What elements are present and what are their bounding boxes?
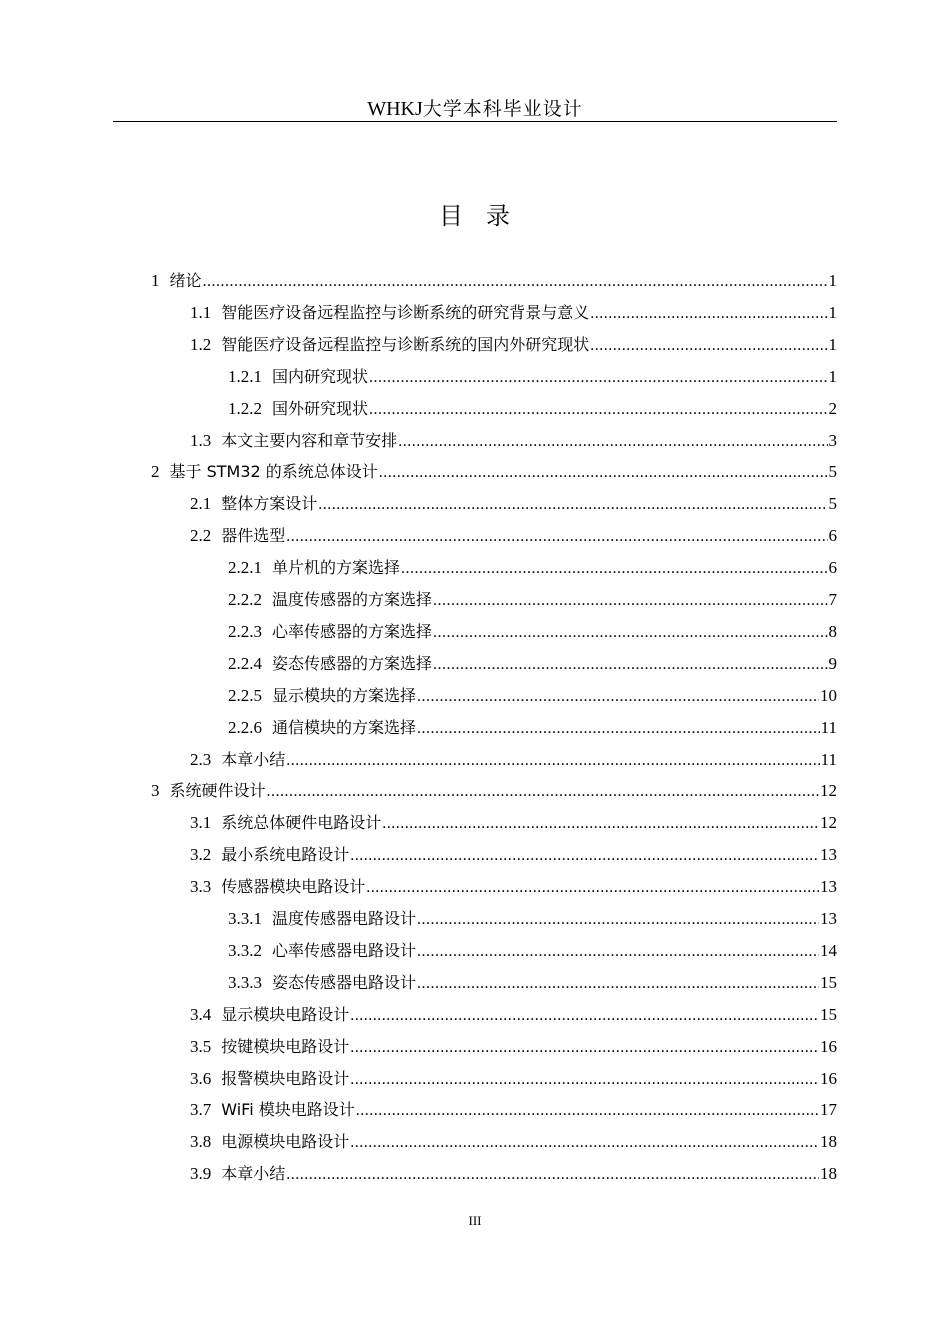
toc-entry-label: 国内研究现状 xyxy=(272,366,369,386)
toc-dot-leader xyxy=(417,975,819,993)
toc-dot-leader xyxy=(417,943,819,961)
toc-entry-label: 智能医疗设备远程监控与诊断系统的研究背景与意义 xyxy=(221,302,590,322)
toc-entry-label: 系统总体硬件电路设计 xyxy=(221,813,382,833)
toc-entry[interactable] xyxy=(228,619,837,649)
toc-entry-page: 16 xyxy=(820,1036,837,1056)
toc-entry-label: 通信模块的方案选择 xyxy=(272,717,417,737)
toc-entry[interactable] xyxy=(190,332,837,362)
toc-dot-leader xyxy=(350,1071,819,1089)
toc-dot-leader xyxy=(369,369,827,387)
toc-entry-number: 2.2 xyxy=(190,526,212,546)
toc-dot-leader xyxy=(286,1166,819,1184)
toc-dot-leader xyxy=(433,592,827,610)
header-rule xyxy=(113,121,837,122)
toc-dot-leader xyxy=(350,847,819,865)
toc-entry-number: 1 xyxy=(151,271,160,290)
toc-entry-label: 本章小结 xyxy=(221,1164,286,1184)
toc-entry-number: 2.3 xyxy=(190,749,212,769)
toc-entry[interactable] xyxy=(228,587,837,617)
toc-entry-label: 绪论 xyxy=(169,271,202,290)
toc-entry-page: 1 xyxy=(828,366,837,386)
toc-entry-number: 3.6 xyxy=(190,1068,212,1088)
toc-dot-leader xyxy=(267,783,819,801)
toc-entry[interactable] xyxy=(190,523,837,553)
toc-title-char-2: 录 xyxy=(486,202,511,230)
running-header xyxy=(113,94,837,121)
toc-entry-label: 电源模块电路设计 xyxy=(221,1132,350,1152)
toc-entry-page: 1 xyxy=(828,334,837,354)
toc-dot-leader xyxy=(350,1134,819,1152)
toc-entry[interactable] xyxy=(190,428,837,458)
toc-entry-label: 按键模块电路设计 xyxy=(221,1036,350,1056)
toc-entry-page: 13 xyxy=(820,877,837,897)
toc-entry-page: 6 xyxy=(828,526,837,546)
toc-entry[interactable] xyxy=(228,906,837,936)
toc-entry[interactable] xyxy=(151,778,837,808)
toc-dot-leader xyxy=(417,911,819,929)
toc-entry-label: 显示模块的方案选择 xyxy=(272,685,417,705)
toc-entry-label: 本章小结 xyxy=(221,749,286,769)
page-number: III xyxy=(468,1213,482,1228)
toc-entry-number: 2.2.5 xyxy=(228,685,262,705)
toc-entry-label: 姿态传感器电路设计 xyxy=(272,972,417,992)
toc-entry[interactable] xyxy=(190,491,837,521)
toc-entry-page: 10 xyxy=(820,685,837,705)
toc-title xyxy=(0,196,950,231)
toc-entry-label: 传感器模块电路设计 xyxy=(221,877,366,897)
toc-entry-page: 16 xyxy=(820,1068,837,1088)
toc-entry[interactable] xyxy=(190,1097,837,1127)
toc-dot-leader xyxy=(417,688,819,706)
toc-entry[interactable] xyxy=(190,874,837,904)
toc-entry[interactable] xyxy=(190,810,837,840)
toc-entry-label: WiFi 模块电路设计 xyxy=(221,1100,355,1120)
toc-entry-label: 整体方案设计 xyxy=(221,494,318,514)
toc-entry-label: 本文主要内容和章节安排 xyxy=(221,430,398,450)
toc-entry-label: 显示模块电路设计 xyxy=(221,1004,350,1024)
toc-entry-number: 2.2.6 xyxy=(228,717,262,737)
toc-dot-leader xyxy=(318,496,827,514)
toc-entry-number: 3.1 xyxy=(190,813,212,833)
toc-entry-label: 器件选型 xyxy=(221,526,286,546)
toc-entry-number: 3.9 xyxy=(190,1164,212,1184)
toc-entry-page: 17 xyxy=(820,1100,837,1120)
toc-entry-number: 3.3 xyxy=(190,877,212,897)
toc-dot-leader xyxy=(433,656,827,674)
toc-dot-leader xyxy=(203,273,828,291)
toc-entry-label: 最小系统电路设计 xyxy=(221,845,350,865)
toc-title-char-1: 目 xyxy=(439,202,464,230)
toc-entry[interactable] xyxy=(151,268,837,298)
toc-dot-leader xyxy=(286,528,827,546)
toc-dot-leader xyxy=(417,720,820,738)
toc-entry-page: 12 xyxy=(820,813,837,833)
toc-entry-number: 3.7 xyxy=(190,1100,212,1120)
toc-entry-number: 2 xyxy=(151,462,160,482)
toc-dot-leader xyxy=(286,752,819,770)
toc-dot-leader xyxy=(350,1007,819,1025)
toc-entry[interactable] xyxy=(228,555,837,585)
toc-entry-label: 心率传感器电路设计 xyxy=(272,940,417,960)
toc-entry-label: 基于 STM32 的系统总体设计 xyxy=(169,462,378,482)
toc-entry-number: 2.1 xyxy=(190,494,212,514)
toc-dot-leader xyxy=(350,1039,819,1057)
toc-entry-page: 14 xyxy=(820,940,837,960)
toc-entry-number: 3 xyxy=(151,781,160,801)
toc-entry-page: 1 xyxy=(828,302,837,322)
toc-entry-number: 2.2.2 xyxy=(228,590,262,609)
toc-entry-page: 12 xyxy=(820,781,837,801)
toc-entry-number: 3.3.3 xyxy=(228,972,262,992)
toc-entry[interactable] xyxy=(228,396,837,426)
toc-entry-number: 3.3.1 xyxy=(228,909,262,928)
toc-entry[interactable] xyxy=(228,651,837,681)
toc-entry-number: 3.3.2 xyxy=(228,940,262,960)
toc-entry-label: 心率传感器的方案选择 xyxy=(272,621,433,641)
toc-entry-number: 1.2.1 xyxy=(228,366,262,386)
running-header-title: 大学本科毕业设计 xyxy=(422,98,583,120)
toc-entry[interactable] xyxy=(190,1066,837,1096)
toc-entry-number: 2.2.4 xyxy=(228,653,262,673)
toc-entry[interactable] xyxy=(190,300,837,330)
toc-entry-label: 姿态传感器的方案选择 xyxy=(272,653,433,673)
toc-entry[interactable] xyxy=(190,1002,837,1032)
toc-entry-label: 系统硬件设计 xyxy=(169,781,266,801)
toc-dot-leader xyxy=(366,879,819,897)
toc-dot-leader xyxy=(382,815,819,833)
toc-entry-page: 6 xyxy=(828,558,837,578)
toc-entry[interactable] xyxy=(190,842,837,872)
toc-entry-label: 温度传感器的方案选择 xyxy=(272,590,433,609)
toc-entry-number: 3.2 xyxy=(190,845,212,865)
toc-entry-number: 1.1 xyxy=(190,302,212,322)
toc-entry-page: 9 xyxy=(828,653,837,673)
toc-entry-page: 1 xyxy=(828,271,837,290)
toc-entry[interactable] xyxy=(228,715,837,745)
toc-entry-number: 3.8 xyxy=(190,1132,212,1152)
toc-dot-leader xyxy=(379,464,828,482)
toc-dot-leader xyxy=(590,337,827,355)
toc-entry[interactable] xyxy=(151,459,837,489)
toc-entry-number: 1.2 xyxy=(190,334,212,354)
toc-dot-leader xyxy=(398,433,827,451)
toc-entry[interactable] xyxy=(190,747,837,777)
toc-entry-page: 18 xyxy=(820,1164,837,1184)
toc-entry-label: 单片机的方案选择 xyxy=(272,558,401,578)
toc-entry-page: 5 xyxy=(828,462,837,482)
toc-entry-page: 2 xyxy=(828,398,837,418)
toc-entry[interactable] xyxy=(228,938,837,968)
toc-dot-leader xyxy=(433,624,827,642)
toc-entry-number: 3.4 xyxy=(190,1004,212,1024)
toc-entry-page: 11 xyxy=(820,717,837,737)
toc-entry-label: 智能医疗设备远程监控与诊断系统的国内外研究现状 xyxy=(221,334,590,354)
toc-entry-label: 报警模块电路设计 xyxy=(221,1068,350,1088)
toc-entry-number: 1.3 xyxy=(190,430,212,450)
toc-entry-number: 1.2.2 xyxy=(228,398,262,418)
toc-entry[interactable] xyxy=(190,1129,837,1159)
toc-entry[interactable] xyxy=(190,1034,837,1064)
toc-dot-leader xyxy=(369,401,827,419)
toc-dot-leader xyxy=(356,1102,819,1120)
toc-entry-number: 2.2.3 xyxy=(228,621,262,641)
toc-entry-page: 18 xyxy=(820,1132,837,1152)
toc-entry-page: 15 xyxy=(820,972,837,992)
toc-entry-label: 温度传感器电路设计 xyxy=(272,909,417,928)
toc-entry-page: 8 xyxy=(828,621,837,641)
toc-entry-page: 7 xyxy=(828,590,837,609)
toc-entry-page: 3 xyxy=(828,430,837,450)
toc-dot-leader xyxy=(590,305,827,323)
toc-entry[interactable] xyxy=(190,1161,837,1191)
toc-entry[interactable] xyxy=(228,364,837,394)
toc-entry-number: 2.2.1 xyxy=(228,558,262,578)
toc-entry-label: 国外研究现状 xyxy=(272,398,369,418)
toc-entry[interactable] xyxy=(228,970,837,1000)
toc-entry[interactable] xyxy=(228,683,837,713)
toc-entry-page: 13 xyxy=(820,845,837,865)
toc-entry-number: 3.5 xyxy=(190,1036,212,1056)
toc-entry-page: 15 xyxy=(820,1004,837,1024)
toc-entry-page: 13 xyxy=(820,909,837,928)
running-header-latin: WHKJ xyxy=(367,98,423,120)
toc-entry-page: 5 xyxy=(828,494,837,514)
toc-dot-leader xyxy=(401,560,827,578)
toc-entry-page: 11 xyxy=(820,749,837,769)
